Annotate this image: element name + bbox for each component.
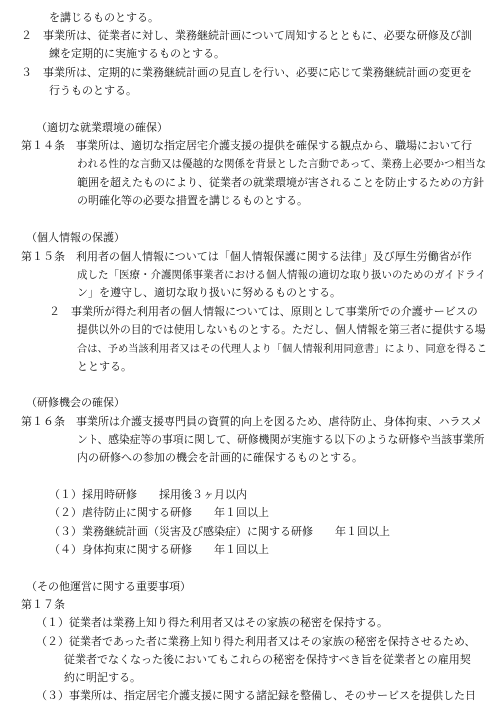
- text-line: われる性的な言動又は優越的な関係を背景とした言動であって、業務上必要かつ相当な: [77, 158, 487, 170]
- text-line: 行うものとする。: [49, 84, 137, 97]
- article-line: 第１７条: [21, 598, 65, 611]
- text-line: 成した「医療・介護関係事業者における個人情報の適切な取り扱いのためのガイドライ: [77, 269, 486, 281]
- text-line: ２ 事業所は、従業者に対し、業務継続計画について周知するとともに、必要な研修及び訓: [21, 29, 472, 42]
- section-heading: （研修機会の確保）: [26, 396, 125, 409]
- text-line: の明確化等の必要な措置を講じるものとする。: [77, 194, 308, 207]
- section-heading: （個人情報の保護）: [26, 231, 125, 244]
- text-line: 練を定期的に実施するものとする。: [49, 47, 225, 60]
- section-heading: （その他運営に関する重要事項）: [26, 580, 191, 593]
- text-line: を講じるものとする。: [49, 11, 159, 24]
- text-line: 合は、予め当該利用者又はその代理人より「個人情報利用同意書」により、同意を得るこ: [77, 343, 488, 355]
- list-item: （３）業務継続計画（災害及び感染症）に関する研修 年１回以上: [49, 525, 390, 538]
- text-line: ３ 事業所は、定期的に業務継続計画の見直しを行い、必要に応じて業務継続計画の変更を: [21, 66, 472, 79]
- text-line: 従業者でなくなった後においてもこれらの秘密を保持すべき旨を従業者との雇用契: [64, 653, 471, 666]
- list-item: （２）虐待防止に関する研修 年１回以上: [49, 506, 269, 519]
- list-item: （４）身体拘束に関する研修 年１回以上: [49, 543, 269, 556]
- text-line: 約に明記する。: [64, 671, 141, 684]
- list-item: （２）従業者であった者に業務上知り得た利用者又はその家族の秘密を保持させるため、: [36, 635, 476, 648]
- text-line: 範囲を超えたものにより、従業者の就業環境が害されることを防止するための方針: [77, 176, 484, 189]
- article-line: 第１５条 利用者の個人情報については「個人情報保護に関する法律」及び厚生労働省が作: [21, 250, 472, 263]
- list-item: （１）採用時研修 採用後３ヶ月以内: [49, 488, 247, 501]
- article-line: 第１６条 事業所は介護支援専門員の資質的向上を図るため、虐待防止、身体拘束、ハラスメ: [21, 415, 483, 428]
- article-line: 第１４条 事業所は、適切な指定居宅介護支援の提供を確保する観点から、職場において行: [21, 139, 472, 152]
- text-line: ン」を遵守し、適切な取り扱いに努めるものとする。: [77, 286, 341, 299]
- list-item: （３）事業所は、指定居宅介護支援に関する諸記録を整備し、そのサービスを提供した日: [36, 689, 476, 702]
- text-line: 内の研修への参加の機会を計画的に確保するものとする。: [77, 451, 363, 464]
- text-line: 提供以外の目的では使用しないものとする。ただし、個人情報を第三者に提供する場: [77, 323, 486, 336]
- text-line: ント、感染症等の事項に関して、研修機関が実施する以下のような研修や当該事業所: [77, 433, 485, 446]
- text-line: ととする。: [77, 360, 132, 373]
- section-heading: （適切な就業環境の確保）: [36, 121, 168, 134]
- list-item: （１）従業者は業務上知り得た利用者又はその家族の秘密を保持する。: [36, 616, 388, 629]
- text-line: ２ 事業所が得た利用者の個人情報については、原則として事業所での介護サービスの: [49, 305, 478, 318]
